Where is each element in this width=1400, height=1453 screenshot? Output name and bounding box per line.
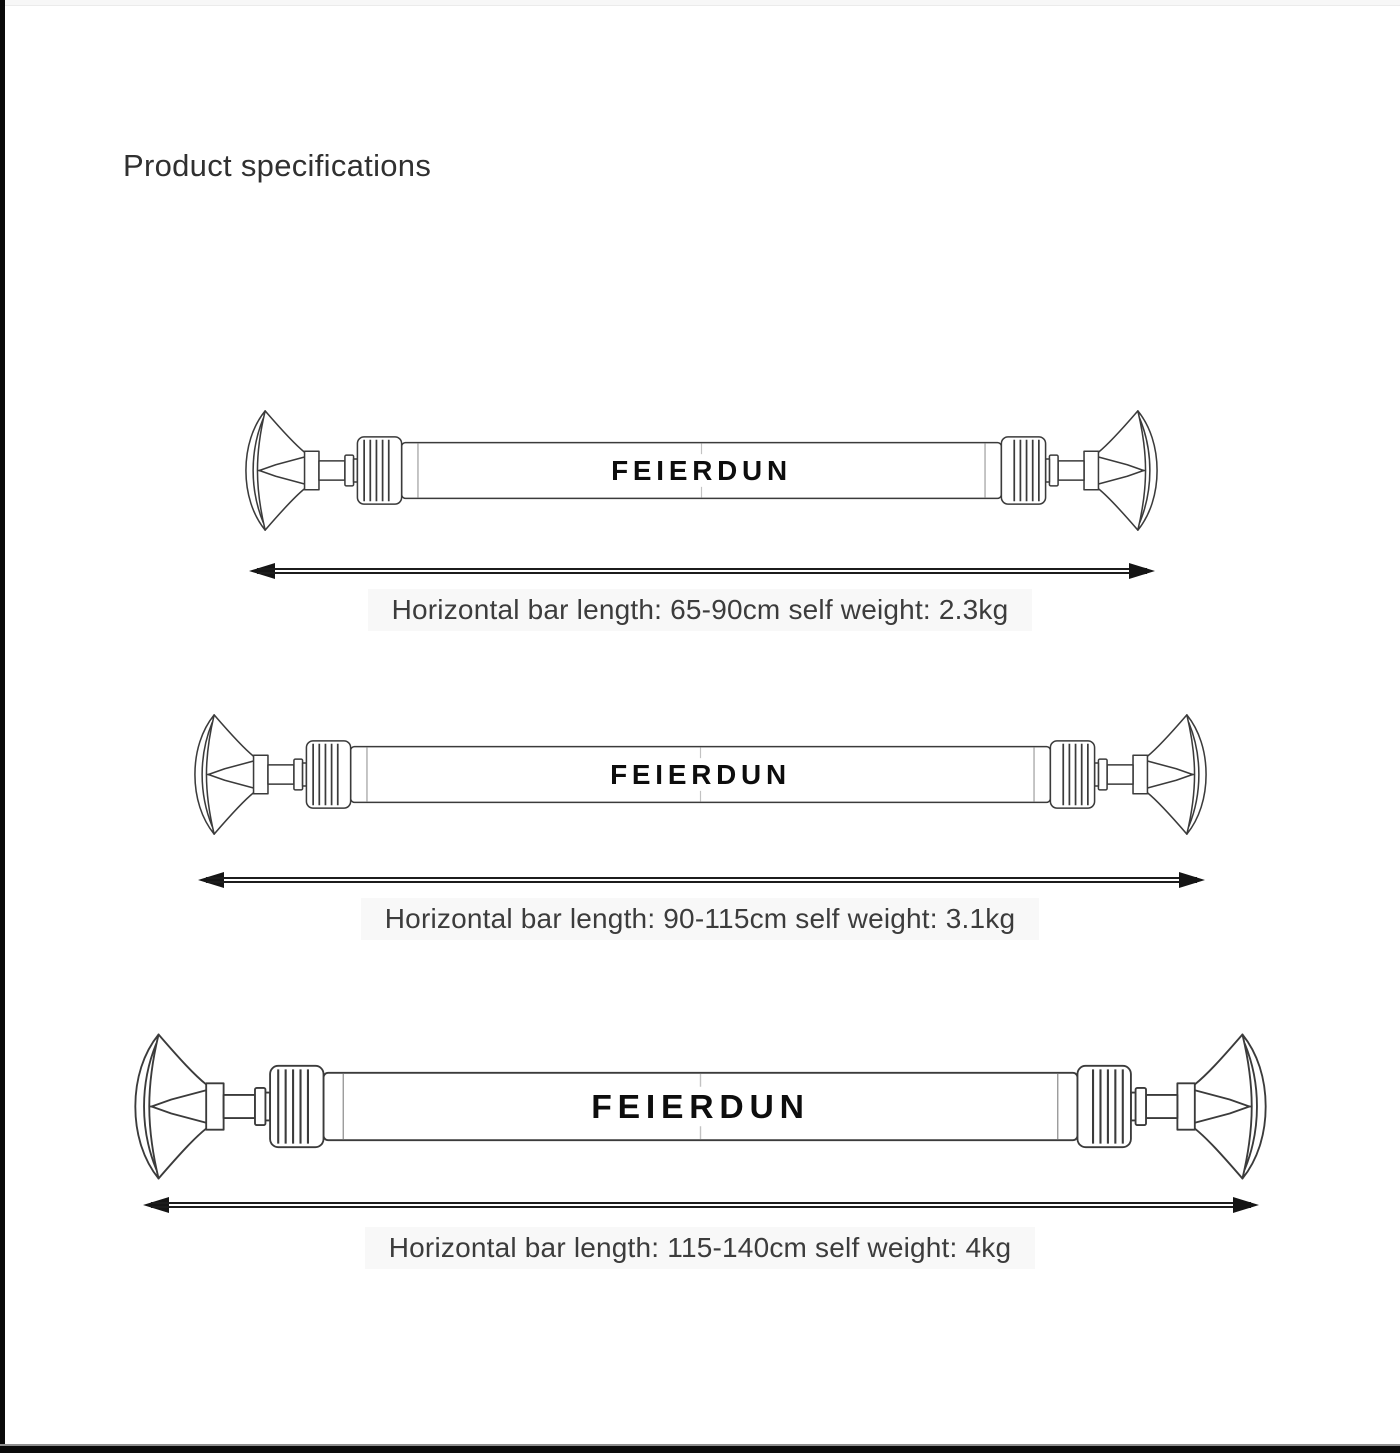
- pullup-bar-drawing: [244, 408, 1159, 533]
- bar-spec-label-large: Horizontal bar length: 115-140cm self weight: 4kg: [365, 1227, 1036, 1269]
- pullup-bar-illustration-large: [133, 1031, 1268, 1182]
- pullup-bar-illustration-medium: [193, 712, 1208, 837]
- wall-mount-cap: [246, 411, 402, 530]
- spec-label-row-large: [0, 1227, 1400, 1269]
- arrowhead-right-icon: [1179, 872, 1205, 888]
- arrow-shaft: [206, 877, 1197, 883]
- pullup-bar-drawing: [193, 712, 1208, 837]
- feierdun-logo: FEIERDUN: [610, 759, 791, 791]
- page-title: Product specifications: [123, 148, 432, 183]
- pullup-bar-illustration-small: [244, 408, 1159, 533]
- arrowhead-right-icon: [1129, 563, 1155, 579]
- pullup-bar-drawing: [133, 1031, 1268, 1182]
- arrowhead-right-icon: [1233, 1197, 1259, 1213]
- spec-label-row-medium: [0, 898, 1400, 940]
- wall-mount-cap: [1001, 411, 1157, 530]
- feierdun-logo: FEIERDUN: [611, 455, 792, 487]
- dimension-arrow-medium: [198, 872, 1205, 888]
- feierdun-logo: FEIERDUN: [591, 1089, 810, 1127]
- dimension-arrow-large: [143, 1197, 1259, 1213]
- dimension-arrow-small: [249, 563, 1155, 579]
- wall-mount-cap: [1050, 715, 1206, 834]
- top-divider-line: [0, 0, 1400, 6]
- bar-spec-label-medium: Horizontal bar length: 90-115cm self weight: 3.1kg: [361, 898, 1039, 940]
- bottom-edge-bar: [0, 1444, 1400, 1453]
- arrow-shaft: [151, 1202, 1251, 1208]
- arrow-shaft: [257, 568, 1147, 574]
- wall-mount-cap: [195, 715, 351, 834]
- wall-mount-cap: [135, 1034, 323, 1178]
- bar-spec-label-small: Horizontal bar length: 65-90cm self weight: 2.3kg: [368, 589, 1033, 631]
- spec-label-row-small: [0, 589, 1400, 631]
- wall-mount-cap: [1077, 1034, 1265, 1178]
